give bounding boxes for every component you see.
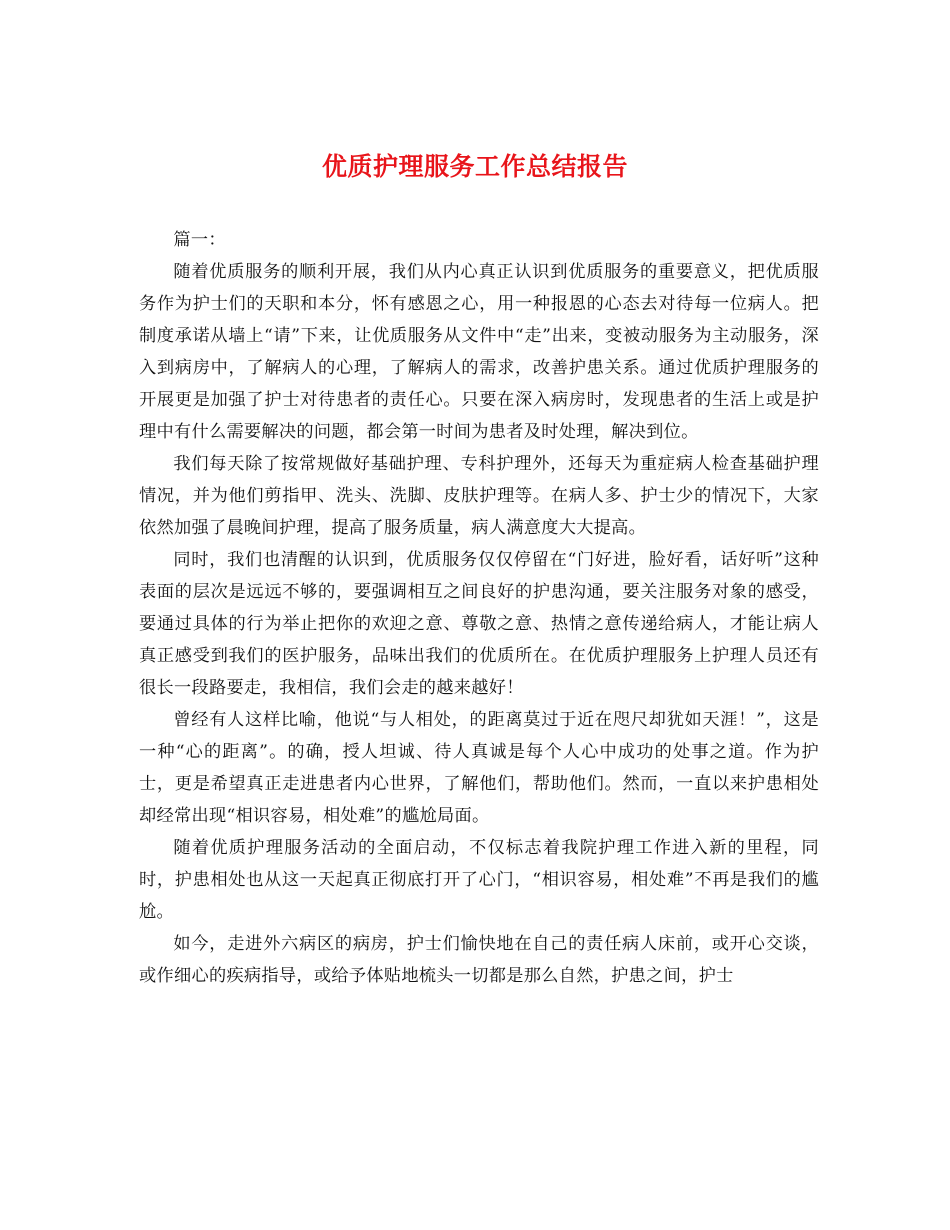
paragraph: 随着优质护理服务活动的全面启动，不仅标志着我院护理工作进入新的里程，同时，护患相处也从这一天起真正彻底打开了心门，“相识容易，相处难”不再是我们的尴尬。 (139, 838, 819, 922)
paragraph: 如今，走进外六病区的病房，护士们愉快地在自己的责任病人床前，或开心交谈，或作细心的疾病指导，或给予体贴地梳头一切都是那么自然，护患之间，护士 (139, 934, 819, 986)
paragraph: 曾经有人这样比喻，他说“与人相处，的距离莫过于近在咫尺却犹如天涯！”，这是一种“心的距离”。的确，授人坦诚、待人真诚是每个人心中成功的处事之道。作为护士，更是希望真正走进患者内心世界，了解他们，帮助他们。然而，一直以来护患相处却经常出现“相识容易，相处难”的尴尬局面。 (139, 710, 819, 826)
paragraph: 我们每天除了按常规做好基础护理、专科护理外，还每天为重症病人检查基础护理情况，并为他们剪指甲、洗头、洗脚、皮肤护理等。在病人多、护士少的情况下，大家依然加强了晨晚间护理，提高了服务质量，病人满意度大大提高。 (139, 454, 819, 538)
paragraph: 随着优质服务的顺利开展，我们从内心真正认识到优质服务的重要意义，把优质服务作为护士们的天职和本分，怀有感恩之心，用一种报恩的心态去对待每一位病人。把制度承诺从墙上“请”下来，让优质服务从文件中“走”出来，变被动服务为主动服务，深入到病房中，了解病人的心理，了解病人的需求，改善护患关系。通过优质护理服务的开展更是加强了护士对待患者的责任心。只要在深入病房时，发现患者的生活上或是护理中有什么需要解决的问题，都会第一时间为患者及时处理，解决到位。 (139, 262, 819, 442)
document-title: 优质护理服务工作总结报告 (321, 151, 628, 181)
section-heading: 篇一： (173, 230, 226, 250)
paragraph: 同时，我们也清醒的认识到，优质服务仅仅停留在“门好进，脸好看，话好听”这种表面的层次是远远不够的，要强调相互之间良好的护患沟通，要关注服务对象的感受，要通过具体的行为举止把你的欢迎之意、尊敬之意、热情之意传递给病人，才能让病人真正感受到我们的医护服务，品味出我们的优质所在。在优质护理服务上护理人员还有很长一段路要走，我相信，我们会走的越来越好！ (139, 550, 819, 698)
document-body (139, 224, 819, 992)
